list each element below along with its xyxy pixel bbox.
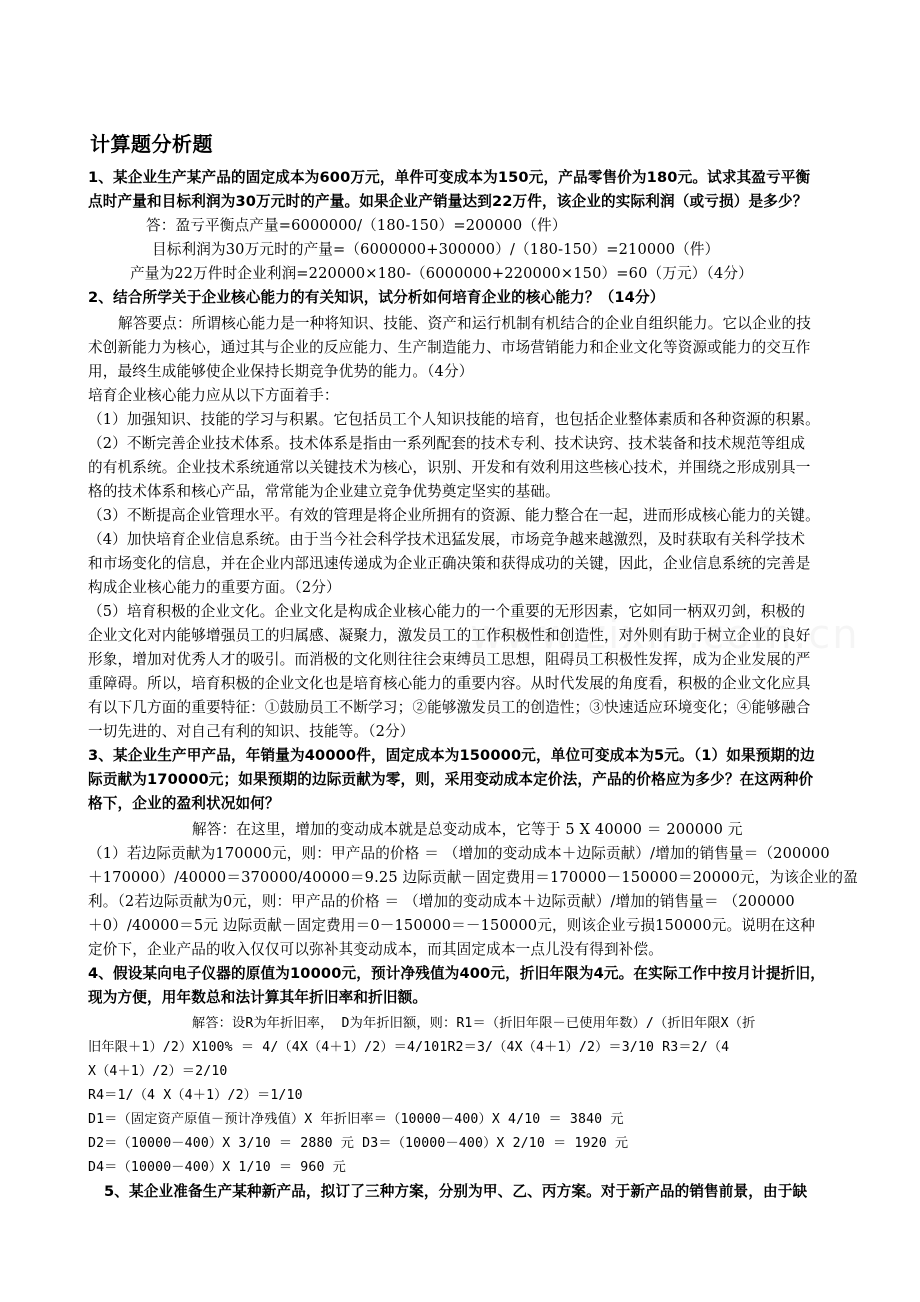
answer-1-line: 目标利润为30万元时的产量=（6000000+300000）/（180-150）=210000（件） [152, 241, 720, 258]
answer-4-line: D2＝（10000－400）X 3/10 ＝ 2880 元 D3＝（10000－400）X 2/10 ＝ 1920 元 [88, 1136, 629, 1151]
question-3-line: 3、某企业生产甲产品，年销量为40000件，固定成本为150000元，单位可变成本为5元。（1）如果预期的边 [88, 747, 815, 764]
answer-3-line: 定价下，企业产品的收入仅仅可以弥补其变动成本，而其固定成本一点儿没有得到补偿。 [88, 941, 664, 958]
answer-3-line: ＋0）/40000＝5元 边际贡献－固定费用＝0－150000＝－150000元，则该企业亏损150000元。说明在这种 [88, 917, 815, 934]
answer-4-line: R4＝1/（4 X（4＋1）/2）＝1/10 [88, 1088, 303, 1103]
answer-2-line: （2）不断完善企业技术体系。技术体系是指由一系列配套的技术专利、技术诀窍、技术装备和技术规范等组成 [88, 435, 806, 452]
question-4-line: 4、假设某向电子仪器的原值为10000元，预计净残值为400元，折旧年限为4元。在实际工作中按月计提折旧， [88, 965, 826, 982]
question-3-line: 格下，企业的盈利状况如何？ [88, 795, 280, 812]
answer-2-line: 的有机系统。企业技术系统通常以关键技术为核心，识别、开发和有效利用这些核心技术，并围绕之形成别具一 [88, 459, 811, 476]
answer-2-line: 有以下几方面的重要特征：①鼓励员工不断学习；②能够激发员工的创造性；③快速适应环境变化；④能够融合 [88, 699, 811, 716]
answer-4-line: X（4＋1）/2）＝2/10 [88, 1064, 228, 1079]
answer-3-line: 解答：在这里，增加的变动成本就是总变动成本，它等于 5 X 40000 ＝ 200000 元 [192, 821, 743, 838]
answer-1-line: 答：盈亏平衡点产量=6000000/（180-150）=200000（件） [146, 217, 567, 234]
answer-2-line: 重障碍。所以，培育积极的企业文化也是培育核心能力的重要内容。从时代发展的角度看，积极的企业文化应具 [88, 675, 811, 692]
page-title: 计算题分析题 [90, 132, 213, 156]
answer-3-line: ＋170000）/40000＝370000/40000＝9.25 边际贡献－固定费用＝170000－150000＝20000元，为该企业的盈 [88, 869, 858, 886]
answer-2-line: 形象，增加对优秀人才的吸引。而消极的文化则往往会束缚员工思想，阻碍员工积极性发挥，成为企业发展的严 [88, 651, 811, 668]
answer-2-line: 培育企业核心能力应从以下方面着手： [88, 387, 339, 404]
answer-2-line: 和市场变化的信息，并在企业内部迅速传递成为企业正确决策和获得成功的关键，因此，企业信息系统的完善是 [88, 555, 811, 572]
question-1-line: 1、某企业生产某产品的固定成本为600万元，单件可变成本为150元，产品零售价为180元。试求其盈亏平衡 [88, 169, 811, 186]
question-4-line: 现为方便，用年数总和法计算其年折旧率和折旧额。 [88, 989, 428, 1006]
answer-4-line: D4＝（10000－400）X 1/10 ＝ 960 元 [88, 1160, 346, 1175]
answer-2-line: （1）加强知识、技能的学习与积累。它包括员工个人知识技能的培育，也包括企业整体素质和各种资源的积累。 [88, 411, 820, 428]
answer-2-line: 企业文化对内能够增强员工的归属感、凝聚力，激发员工的工作积极性和创造性，对外则有助于树立企业的良好 [88, 627, 811, 644]
answer-2-line: 用，最终生成能够使企业保持长期竞争优势的能力。（4分） [88, 363, 474, 380]
answer-3-line: 利。（2若边际贡献为0元，则：甲产品的价格 ＝ （增加的变动成本＋边际贡献）/增加的销售量＝ （200000 [88, 893, 795, 910]
answer-4-line: D1＝（固定资产原值－预计净残值）X 年折旧率＝（10000－400）X 4/10 ＝ 3840 元 [88, 1112, 624, 1127]
answer-2-line: （3）不断提高企业管理水平。有效的管理是将企业所拥有的资源、能力整合在一起，进而形成核心能力的关键。 [88, 507, 820, 524]
question-5-line: 5、某企业准备生产某种新产品，拟订了三种方案，分别为甲、乙、丙方案。对于新产品的销售前景，由于缺 [104, 1183, 808, 1200]
answer-2-line: 术创新能力为核心，通过其与企业的反应能力、生产制造能力、市场营销能力和企业文化等资源或能力的交互作 [88, 339, 811, 356]
question-3-line: 际贡献为170000元；如果预期的边际贡献为零，则，采用变动成本定价法，产品的价格应为多少？在这两种价 [88, 771, 814, 788]
question-1-line: 点时产量和目标利润为30万元时的产量。如果企业产销量达到22万件，该企业的实际利润（或亏损）是多少？ [88, 193, 808, 210]
answer-4-line: 旧年限＋1）/2）X100% ＝ 4/（4X（4＋1）/2）＝4/101R2＝3/（4X（4＋1）/2）＝3/10 R3＝2/（4 [88, 1040, 730, 1055]
answer-2-line: 格的技术体系和核心产品，常常能为企业建立竞争优势奠定坚实的基础。 [88, 483, 560, 500]
answer-2-line: （4）加快培育企业信息系统。由于当今社会科学技术迅猛发展，市场竞争越来越激烈，及时获取有关科学技术 [88, 531, 806, 548]
answer-2-line: （5）培育积极的企业文化。企业文化是构成企业核心能力的一个重要的无形因素，它如同一柄双刃剑，积极的 [88, 603, 806, 620]
answer-1-line: 产量为22万件时企业利润=220000×180-（6000000+220000×150）=60（万元）（4分） [130, 265, 753, 282]
question-2-line: 2、结合所学关于企业核心能力的有关知识，试分析如何培育企业的核心能力？（14分） [88, 289, 665, 306]
answer-2-line: 构成企业核心能力的重要方面。（2分） [88, 579, 341, 596]
answer-4-line: 解答：设R为年折旧率， D为年折旧额，则：R1＝（折旧年限－已使用年数）/（折旧年限X（折 [192, 1016, 756, 1031]
answer-2-line: 解答要点：所谓核心能力是一种将知识、技能、资产和运行机制有机结合的企业自组织能力。它以企业的技 [118, 315, 811, 332]
answer-2-line: 一切先进的、对自己有利的知识、技能等。（2分） [88, 723, 415, 740]
answer-3-line: （1）若边际贡献为170000元，则：甲产品的价格 ＝ （增加的变动成本＋边际贡献）/增加的销售量＝（200000 [88, 845, 830, 862]
